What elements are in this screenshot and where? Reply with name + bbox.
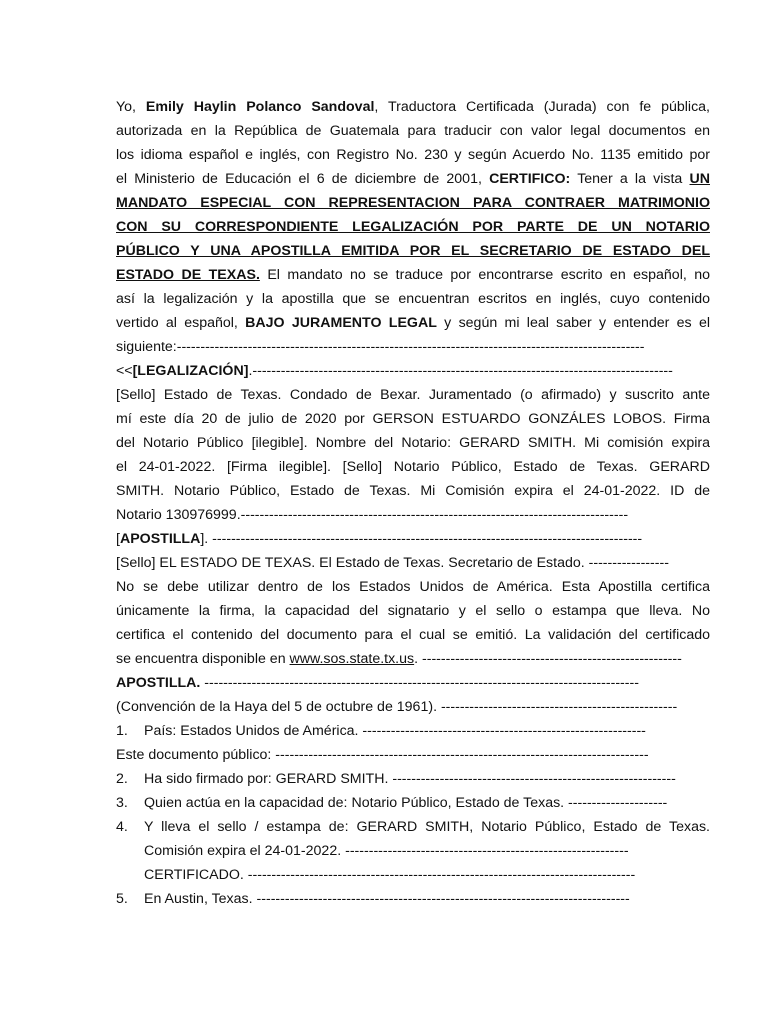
text-line: Yo, Emily Haylin Polanco Sandoval, Traductora Certificada (Jurada) con fe pública, [116, 99, 710, 115]
text-line: los idioma español e inglés, con Registro No. 230 y según Acuerdo No. 1135 emitido por [116, 147, 710, 163]
list-item: 3. Quien actúa en la capacidad de: Notario Público, Estado de Texas. --------------------- [116, 795, 668, 811]
text-line: [Sello] EL ESTADO DE TEXAS. El Estado de Texas. Secretario de Estado. ----------------- [116, 555, 669, 571]
text-line: el Ministerio de Educación el 6 de diciembre de 2001, CERTIFICO: Tener a la vista UN [116, 171, 710, 187]
oath-label: BAJO JURAMENTO LEGAL [245, 315, 437, 331]
list-item-continuation: Comisión expira el 24-01-2022. ------------------------------------------------------------ [144, 843, 629, 859]
text-line: Notario 130976999.---------------------------------------------------------------------------------- [116, 507, 629, 523]
list-item: 1. País: Estados Unidos de América. ------------------------------------------------------------ [116, 723, 646, 739]
text-line: Este documento público: ------------------------------------------------------------------------------- [116, 747, 649, 763]
text-line: SMITH. Notario Público, Estado de Texas. Mi Comisión expira el 24-01-2022. ID de [116, 483, 710, 499]
text-line: [Sello] Estado de Texas. Condado de Bexar. Juramentado (o afirmado) y suscrito ante [116, 387, 710, 403]
text-line: (Convención de la Haya del 5 de octubre de 1961). -------------------------------------------------- [116, 699, 678, 715]
text-line: certifica el contenido del documento para el cual se emitió. La validación del certificado [116, 627, 710, 643]
list-item: 2. Ha sido firmado por: GERARD SMITH. ------------------------------------------------------------ [116, 771, 676, 787]
translator-name: Emily Haylin Polanco Sandoval [145, 99, 375, 115]
text-line: mí este día 20 de julio de 2020 por GERSON ESTUARDO GONZÁLES LOBOS. Firma [116, 411, 710, 427]
text-line: vertido al español, BAJO JURAMENTO LEGAL y según mi leal saber y entender es el [116, 315, 710, 331]
text-line: siguiente:--------------------------------------------------------------------------------------------------- [116, 339, 645, 355]
list-item-continuation: CERTIFICADO. ---------------------------------------------------------------------------------- [144, 867, 636, 883]
text-line: autorizada en la República de Guatemala para traducir con valor legal documentos en [116, 123, 710, 139]
sos-link[interactable]: www.sos.state.tx.us [289, 651, 415, 667]
apostilla-heading: [APOSTILLA]. ------------------------------------------------------------------------------------------- [116, 531, 643, 547]
text-line: No se debe utilizar dentro de los Estados Unidos de América. Esta Apostilla certifica [116, 579, 710, 595]
text-line: del Notario Público [ilegible]. Nombre del Notario: GERARD SMITH. Mi comisión expira [116, 435, 710, 451]
text-line: ESTADO DE TEXAS. El mandato no se traduce por encontrarse escrito en español, no [116, 267, 710, 283]
text-line: se encuentra disponible en www.sos.state.tx.us. ------------------------------------------------------- [116, 651, 682, 667]
text-line: únicamente la firma, la capacidad del signatario y el sello o estampa que lleva. No [116, 603, 710, 619]
list-item: 5. En Austin, Texas. ------------------------------------------------------------------------------- [116, 891, 630, 907]
list-item: 4. Y lleva el sello / estampa de: GERARD SMITH, Notario Público, Estado de Texas. [116, 819, 710, 835]
document-title-line: CON SU CORRESPONDIENTE LEGALIZACIÓN POR PARTE DE UN NOTARIO [116, 219, 710, 235]
document-title-line: MANDATO ESPECIAL CON REPRESENTACION PARA CONTRAER MATRIMONIO [116, 195, 710, 211]
legalizacion-heading: <<[LEGALIZACIÓN].----------------------------------------------------------------------------------------- [116, 363, 673, 379]
apostilla-title: APOSTILLA. -------------------------------------------------------------------------------------------- [116, 675, 639, 691]
certifico-label: CERTIFICO: [489, 171, 571, 187]
document-title-line: PÚBLICO Y UNA APOSTILLA EMITIDA POR EL SECRETARIO DE ESTADO DEL [116, 243, 710, 259]
text-line: así la legalización y la apostilla que se encuentran escritos en inglés, cuyo contenido [116, 291, 710, 307]
text-line: el 24-01-2022. [Firma ilegible]. [Sello] Notario Público, Estado de Texas. GERARD [116, 459, 710, 475]
